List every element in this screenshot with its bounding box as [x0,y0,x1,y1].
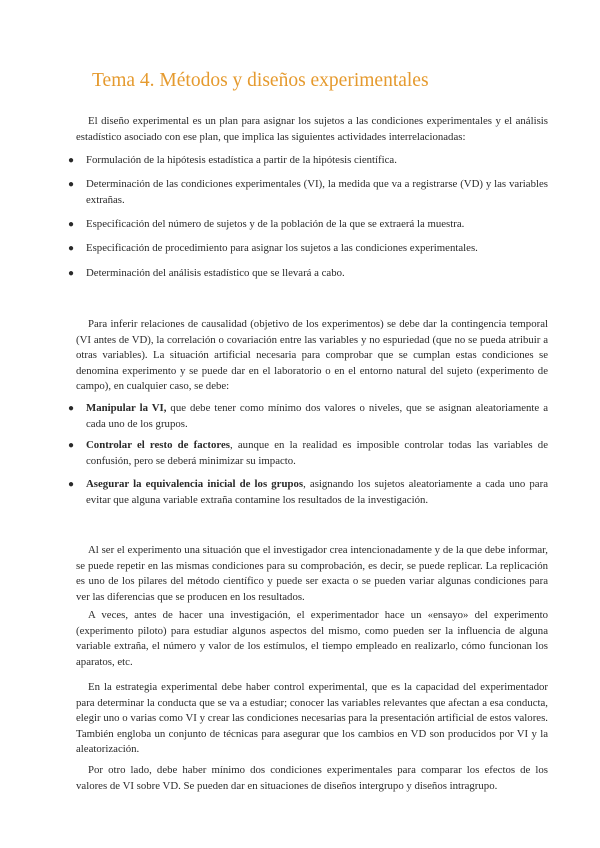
requirement-description: , aunque en la realidad es imposible controlar todas las variables de confusión, pero se deberá minimizar su impacto. [86,439,548,467]
conditions-paragraph: Por otro lado, debe haber mínimo dos condiciones experimentales para comparar los efectos de los valores de VI sobre VD. Se pueden dar en situaciones de diseños intergrupo y diseños intragrupo. [76,764,548,792]
list-item-text: Especificación de procedimiento para asignar los sujetos a las condiciones experimentales. [86,242,478,254]
control-paragraph: En la estrategia experimental debe haber control experimental, que es la capacidad del experimentador para determinar la conducta que se va a estudiar; conocer las variables relevantes que afectan a esa conducta, elegir uno o varias como VI y crear las condiciones necesarias para la presentación artificial de estos valores. También engloba un conjunto de técnicas para asegurar que los cambios en VD son producidos por VI y la aleatorización. [76,681,548,756]
requirement-description: que debe tener como mínimo dos valores o niveles, que se asignan aleatoriamente a cada uno de los grupos. [86,402,548,430]
list-item-text: Formulación de la hipótesis estadística a partir de la hipótesis científica. [86,154,397,166]
bullet-icon: ● [68,179,75,190]
intro-paragraph: El diseño experimental es un plan para asignar los sujetos a las condiciones experimentales y el análisis estadístico asociado con ese plan, que implica las siguientes actividades interrelacionadas: [76,115,548,143]
causality-paragraph: Para inferir relaciones de causalidad (objetivo de los experimentos) se debe dar la contingencia temporal (VI antes de VD), la correlación o covariación entre las variables y no espuriedad (que no se pueda atribuir a otras variables). La situación artificial necesaria para comprobar que se cumplan estas condiciones se denomina experimento y se puede dar en el laboratorio o en el entorno natural del sujeto (experimento de campo), en cualquier caso, se debe: [76,318,548,393]
list-item-text: Determinación del análisis estadístico que se llevará a cabo. [86,267,345,279]
list-item-text: Determinación de las condiciones experimentales (VI), la medida que va a registrarse (VD) y las variables extrañas. [86,178,548,206]
bullet-icon: ● [68,155,75,166]
bullet-icon: ● [68,243,75,254]
page-title: Tema 4. Métodos y diseños experimentales [92,70,429,91]
replication-paragraph: Al ser el experimento una situación que el investigador crea intencionadamente y de la que debe informar, se puede repetir en las mismas condiciones para su comprobación, es decir, se puede replicar. La replicación es uno de los pilares del método científico y puede ser exacta o se pueden variar algunas condiciones para ver las diferencias que se producen en los resultados. [76,544,548,603]
bullet-icon: ● [68,268,75,279]
requirement-term: Manipular la VI, [86,402,167,414]
requirement-term: Asegurar la equivalencia inicial de los grupos [86,478,304,490]
list-item-text [86,438,548,469]
list-item-text: Especificación del número de sujetos y de la población de la que se extraerá la muestra. [86,218,465,230]
bullet-icon: ● [68,219,75,230]
requirement-description: , asignando los sujetos aleatoriamente a cada uno para evitar que alguna variable extraña contamine los resultados de la investigación. [86,478,548,506]
requirement-term: Controlar el resto de factores [86,439,231,451]
pilot-paragraph: A veces, antes de hacer una investigación, el experimentador hace un «ensayo» del experimento (experimento piloto) para estudiar algunos aspectos del mismo, como pueden ser la influencia de alguna variable extraña, el número y valor de los estímulos, el tiempo empleado en realizarlo, cómo funcionan los aparatos, etc. [76,609,548,668]
bullet-icon: ● [68,479,75,490]
list-item-text [86,477,548,508]
bullet-icon: ● [68,403,75,414]
bullet-icon: ● [68,440,75,451]
list-item-text [86,401,548,432]
